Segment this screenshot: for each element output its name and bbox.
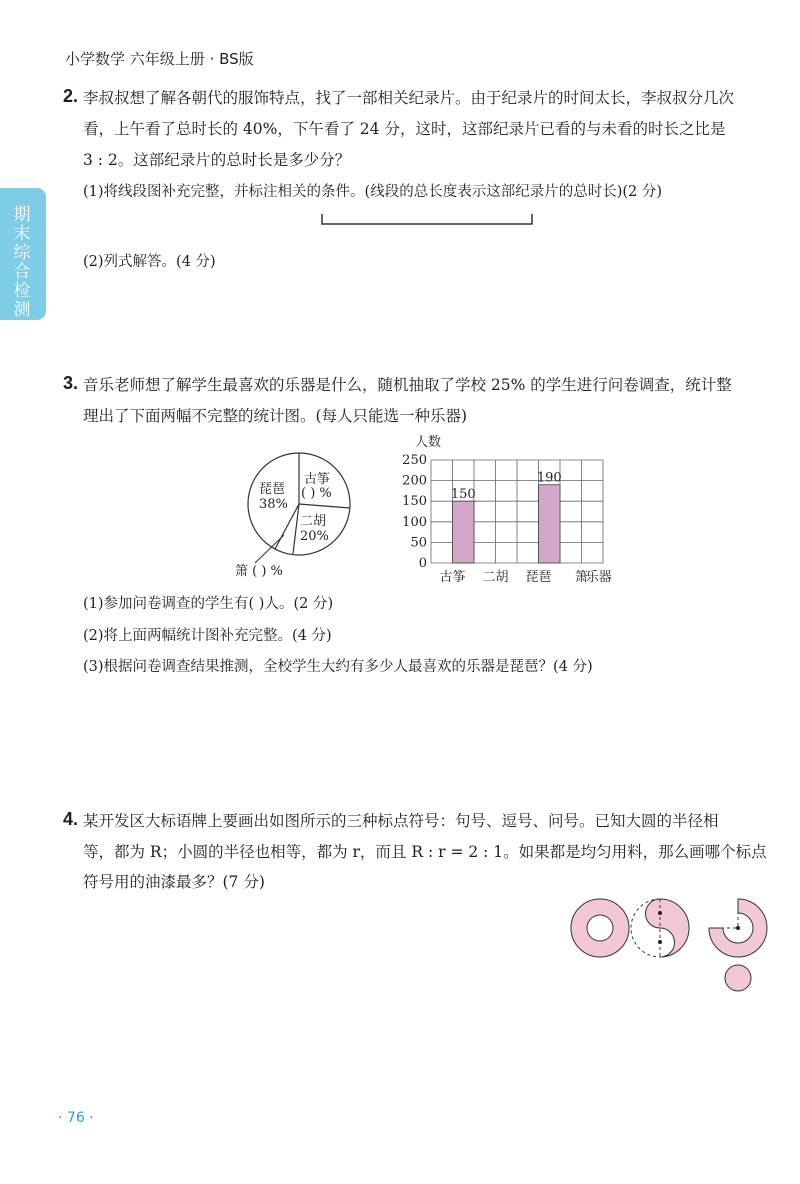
question-mark-center-dot <box>736 926 740 930</box>
question-2-sub-1: (1)将线段图补充完整，并标注相关的条件。(线段的总长度表示这部纪录片的总时长)(2 分) <box>83 184 662 200</box>
question-mark-dot <box>725 965 751 991</box>
question-2-line-2: 看，上午看了总时长的 40%，下午看了 24 分，这时，这部纪录片已看的与未看的时长之比是 <box>83 120 726 138</box>
pie-value-pipa: 38% <box>259 497 288 512</box>
question-2-sub-2: (2)列式解答。(4 分) <box>83 254 216 270</box>
bar-value-label-2: 190 <box>536 470 562 486</box>
comma-center-dot-top <box>658 911 662 915</box>
comma-center-dot-bottom <box>658 940 662 944</box>
question-3-line-1: 音乐老师想了解学生最喜欢的乐器是什么，随机抽取了学校 25% 的学生进行问卷调查，统计整 <box>83 376 732 394</box>
bar-category-label-2: 琵琶 <box>525 570 552 585</box>
bar-chart-ytick: 150 <box>402 494 427 510</box>
question-4-line-1: 某开发区大标语牌上要画出如图所示的三种标点符号：句号、逗号、问号。已知大圆的半径相 <box>83 812 719 830</box>
bar-chart-ytick: 50 <box>410 535 427 551</box>
page-number <box>58 1110 94 1126</box>
question-3-line-2: 理出了下面两幅不完整的统计图。(每人只能选一种乐器) <box>83 407 468 425</box>
pie-value-guzheng: ( ) % <box>301 486 332 501</box>
page-number-value: 76 <box>66 1110 85 1126</box>
question-3-sub-2: (2)将上面两幅统计图补充完整。(4 分) <box>83 628 332 644</box>
bar-category-label-1: 二胡 <box>482 570 509 585</box>
bar-chart-ytick: 250 <box>402 453 427 468</box>
comma-body <box>646 899 689 957</box>
bar-0 <box>453 501 475 563</box>
period-inner-circle <box>587 915 613 941</box>
instrument-bar-chart <box>385 430 625 590</box>
page-header: 小学数学 六年级上册 · BS版 <box>65 50 254 68</box>
question-2-line-3: 3 : 2。这部纪录片的总时长是多少分？ <box>83 151 351 169</box>
question-2-number: 2. <box>63 86 79 106</box>
bar-category-label-0: 古筝 <box>439 570 466 585</box>
section-side-tab <box>0 188 46 320</box>
side-tab-label: 期末综合检测 <box>13 205 31 320</box>
question-4-line-3: 符号用的油漆最多？(7 分) <box>83 873 265 891</box>
total-duration-segment <box>322 214 532 224</box>
question-3-sub-1: (1)参加问卷调查的学生有( )人。(2 分) <box>83 596 334 612</box>
question-4-number: 4. <box>63 809 79 829</box>
pie-value-erhu: 20% <box>300 529 329 544</box>
question-4-line-2: 等，都为 R；小圆的半径也相等，都为 r，而且 R : r = 2 : 1。如果都是均匀用料，那么画哪个标点 <box>83 843 767 861</box>
page-number-dot-right: · <box>89 1110 94 1126</box>
question-3-sub-3: (3)根据问卷调查结果推测，全校学生大约有多少人最喜欢的乐器是琵琶？(4 分) <box>83 659 593 675</box>
comma-figure <box>631 899 689 957</box>
segment-diagram[interactable] <box>318 210 538 230</box>
bar-2 <box>539 485 561 563</box>
pie-label-erhu: 二胡 <box>300 514 327 529</box>
question-2-line-1: 李叔叔想了解各朝代的服饰特点，找了一部相关纪录片。由于纪录片的时间太长，李叔叔分几次 <box>83 89 735 107</box>
bar-chart-ytick: 0 <box>418 556 427 571</box>
question-3-number: 3. <box>63 373 79 393</box>
pie-label-xiao: 箫 ( ) % <box>235 564 283 579</box>
bar-chart-x-axis-title: 乐器 <box>585 570 612 585</box>
page-number-dot-left: · <box>58 1110 63 1126</box>
bar-chart-ytick: 200 <box>402 473 427 489</box>
bar-category-label-3: 箫 <box>574 570 589 585</box>
pie-label-pipa: 琵琶 <box>259 482 286 497</box>
bar-chart-ylabel: 人数 <box>415 435 442 450</box>
punctuation-figures <box>565 895 785 1000</box>
bar-value-label-0: 150 <box>450 487 476 503</box>
question-mark-figure <box>709 899 767 991</box>
pie-label-guzheng: 古筝 <box>304 472 331 487</box>
bar-chart-ytick: 100 <box>402 514 427 530</box>
period-figure <box>571 899 629 957</box>
